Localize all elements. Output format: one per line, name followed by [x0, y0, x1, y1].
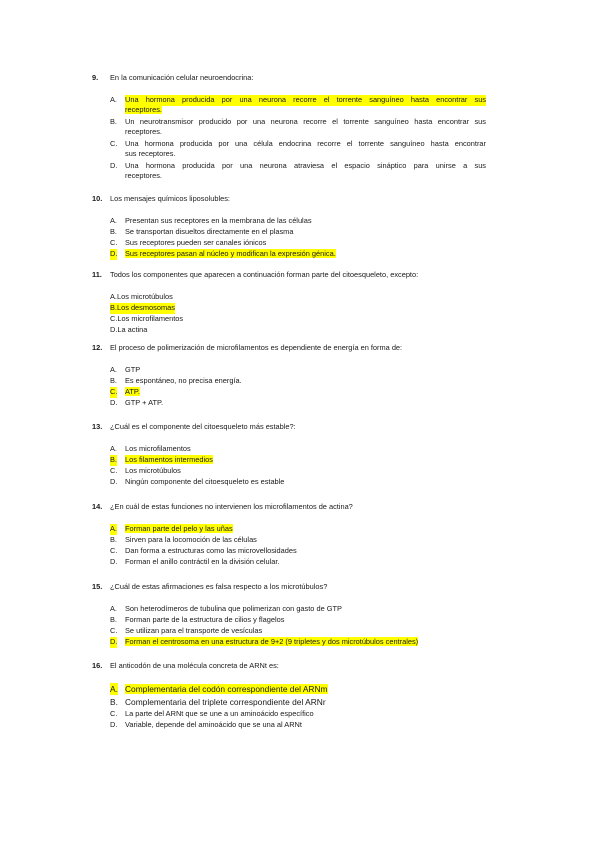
question-number: 11. — [92, 270, 102, 279]
option-text-line: ATP. — [125, 387, 140, 396]
question-text: ¿Cuál de estas afirmaciones es falsa respecto a los microtúbulos? — [110, 582, 328, 591]
question-number: 10. — [92, 194, 103, 203]
question-text: Los mensajes químicos liposolubles: — [110, 194, 230, 203]
option-text-line: Forman el anillo contráctil en la división celular. — [125, 557, 280, 566]
option-text-line: Una hormona producida por una célula endocrina recorre el torrente sanguíneo hasta encontrar — [125, 139, 486, 148]
question-number: 12. — [92, 343, 103, 352]
option-text-line: Sus receptores pasan al núcleo y modifican la expresión génica. — [125, 249, 336, 258]
question-text: ¿Cuál es el componente del citoesqueleto más estable?: — [110, 422, 296, 431]
option-text-line: Es espontáneo, no precisa energía. — [125, 376, 242, 385]
option-text-line: Se utilizan para el transporte de vesículas — [125, 626, 263, 635]
question-number: 14. — [92, 502, 103, 511]
option-text-line: receptores. — [125, 171, 162, 180]
option-text-line: GTP — [125, 365, 141, 374]
option-text-line: D.La actina — [110, 325, 148, 334]
option-text-line: receptores. — [125, 127, 162, 136]
option-text-line: Variable, depende del aminoácido que se una al ARNt — [125, 720, 302, 729]
question-text: En la comunicación celular neuroendocrina: — [110, 73, 254, 82]
option-text-line: Los filamentos intermedios — [125, 455, 213, 464]
option-text-line: Ningún componente del citoesqueleto es estable — [125, 477, 285, 486]
option-text-line: A.Los microtúbulos — [110, 292, 173, 301]
option-text-line: Una hormona producida por una neurona atraviesa el espacio sináptico para unirse a sus — [125, 161, 486, 170]
option-text-line: Forman parte del pelo y las uñas — [125, 524, 233, 533]
question-text: El anticodón de una molécula concreta de ARNt es: — [110, 661, 279, 670]
option-text-line: Dan forma a estructuras como las microvellosidades — [125, 546, 297, 555]
option-text-line: sus receptores. — [125, 149, 176, 158]
option-text-line: GTP + ATP. — [125, 398, 163, 407]
option-text-line: Son heterodímeros de tubulina que polimerizan con gasto de GTP — [125, 604, 342, 613]
question-number: 16. — [92, 661, 103, 670]
question-text: Todos los componentes que aparecen a continuación forman parte del citoesqueleto, excepto: — [110, 270, 419, 279]
option-text-line: Complementaria del triplete correspondiente del ARNr — [125, 697, 326, 707]
option-text-line: Forman el centrosoma en una estructura de 9+2 (9 tripletes y dos microtúbulos centrales) — [125, 637, 419, 646]
option-text-line: Se transportan disueltos directamente en el plasma — [125, 227, 294, 236]
option-text-line: Un neurotransmisor producido por una neurona recorre el torrente sanguíneo hasta encontrar sus — [125, 117, 486, 126]
option-text-line: Presentan sus receptores en la membrana de las células — [125, 216, 312, 225]
option-text-line: Sirven para la locomoción de las células — [125, 535, 257, 544]
option-text-line: Complementaria del codón correspondiente del ARNm — [125, 684, 328, 694]
option-text-line: receptores. — [125, 105, 162, 114]
option-text-line: C.Los microfilamentos — [110, 314, 184, 323]
document-page: 9. En la comunicación celular neuroendocrina: A. Una hormona producida por una neurona recorre el torrente sanguíneo hasta encontrar sus receptores. B. Un neurotransmisor producido por una neurona recorre el torrente sanguíneo hasta encontrar sus receptores. C. Una hormona producida por una célula endocrina recorre el torrente sanguíneo hasta encontrar sus receptores. D. Una hormona producida por una neurona atraviesa el espacio sináptico para unirse a sus receptores. 10. Los mensajes químicos liposolubles: A. Presentan sus receptores en la membrana de las células B. Se transportan disueltos directamente en el plasma C. Sus receptores pueden ser canales iónicos D. Sus receptores pasan al núcleo y modifican la expresión génica. 11. Todos los componentes que aparecen a continuación forman parte del citoesqueleto, excepto: A.Los microtúbulos B.Los desmosomas C.Los microfilamentos D.La actina 12. El proceso de polimerización de microfilamentos es dependiente de energía en forma de: A. GTP B. Es espontáneo, no precisa energía. C. ATP. D. GTP + ATP. 13. ¿Cuál es el componente del citoesqueleto más estable?: A. Los microfilamentos B. Los filamentos intermedios C. Los microtúbulos D. Ningún componente del citoesqueleto es estable 14. ¿En cuál de estas funciones no intervienen los microfilamentos de actina? A. Forman parte del pelo y las uñas B. Sirven para la locomoción de las células C. Dan forma a estructuras como las microvellosidades D. Forman el anillo contráctil en la división celular. 15. ¿Cuál de estas afirmaciones es falsa respecto a los microtúbulos? A. Son heterodímeros de tubulina que polimerizan con gasto de GTP B. Forman parte de la estructura de cilios y flagelos C. Se utilizan para el transporte de vesículas D. Forman el centrosoma en una estructura de 9+2 (9 tripletes y dos microtúbulos centrales) 16. El anticodón de una molécula concreta de ARNt es: A. Complementaria del codón correspondiente del ARNm B. Complementaria del triplete correspondiente del ARNr C. La parte del ARNt que se une a un aminoácido específico D. Variable, depende del aminoácido que se una al ARNt — [92, 73, 486, 729]
question-number: 15. — [92, 582, 103, 591]
question-number: 13. — [92, 422, 103, 431]
option-text-line: B.Los desmosomas — [110, 303, 175, 312]
question-text: ¿En cuál de estas funciones no intervienen los microfilamentos de actina? — [110, 502, 353, 511]
question-number: 9. — [92, 73, 99, 82]
option-text-line: Forman parte de la estructura de cilios y flagelos — [125, 615, 285, 624]
option-text-line: Los microtúbulos — [125, 466, 181, 475]
question-text: El proceso de polimerización de microfilamentos es dependiente de energía en forma de: — [110, 343, 403, 352]
option-text-line: Sus receptores pueden ser canales iónicos — [125, 238, 267, 247]
option-text-line: Los microfilamentos — [125, 444, 191, 453]
option-text-line: La parte del ARNt que se une a un aminoácido específico — [125, 709, 314, 718]
option-text-line: Una hormona producida por una neurona recorre el torrente sanguíneo hasta encontrar sus — [125, 95, 486, 104]
